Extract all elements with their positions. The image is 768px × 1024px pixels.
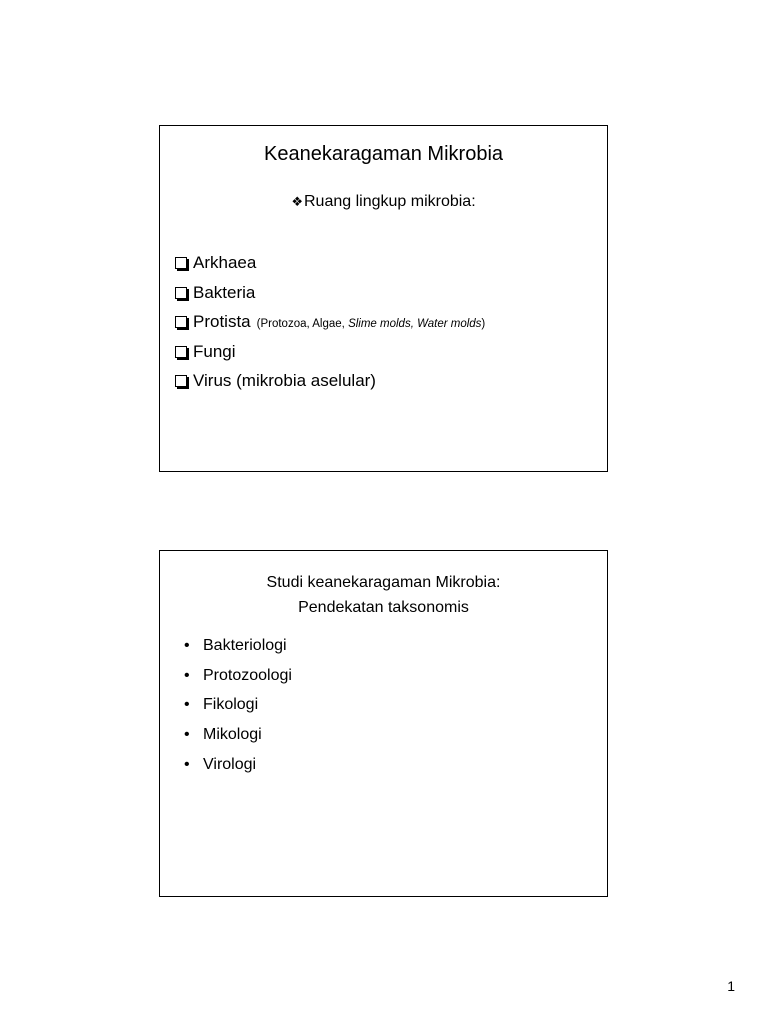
checkbox-square-icon [175, 257, 187, 269]
list-item-label: Bakteriologi [203, 637, 287, 654]
list-item [175, 310, 485, 340]
checkbox-square-icon [175, 375, 187, 387]
bullet-dot-icon: • [184, 666, 190, 684]
list-item [184, 694, 292, 724]
list-item-label: Protozoologi [203, 666, 292, 684]
slide-1-subtitle [160, 192, 607, 212]
list-item-label: Bakteria [193, 282, 256, 302]
list-item-label: Fungi [193, 341, 236, 361]
slide-2-title-line-2: Pendekatan taksonomis [298, 599, 469, 616]
note-close: ) [481, 318, 486, 330]
page-number: 1 [727, 978, 735, 994]
slide-1 [159, 125, 608, 472]
slide-2 [159, 550, 608, 897]
bullet-dot-icon: • [184, 755, 190, 773]
list-item-label: Arkhaea [193, 253, 257, 272]
list-item [184, 724, 292, 754]
list-item-label: Protista [193, 312, 251, 331]
protista-note [257, 318, 486, 330]
list-item-label: Virus (mikrobia aselular) [193, 371, 376, 390]
list-item [175, 281, 485, 311]
list-item-label: Virologi [203, 755, 257, 773]
taxonomy-bullet-list [184, 635, 292, 783]
checkbox-square-icon [175, 316, 187, 328]
checkbox-square-icon [175, 346, 187, 358]
bullet-dot-icon: • [184, 726, 190, 744]
checkbox-square-icon [175, 287, 187, 299]
slide-1-title: Keanekaragaman Mikrobia [263, 143, 504, 165]
bullet-dot-icon: • [184, 696, 190, 714]
list-item [184, 754, 292, 784]
note-italic-text: Slime molds, Water molds [348, 318, 482, 330]
list-item [175, 340, 485, 370]
slide-2-title [160, 570, 607, 620]
scope-checklist [175, 251, 485, 399]
slide-1-subtitle-text: Ruang lingkup mikrobia: [304, 193, 476, 210]
list-item [184, 665, 292, 695]
list-item [175, 251, 485, 281]
list-item [184, 635, 292, 665]
note-text: (Protozoa, Algae, [256, 318, 349, 330]
slide-2-title-line-1: Studi keanekaragaman Mikrobia: [266, 574, 501, 591]
diamond-bullet-icon: ❖ [291, 194, 303, 209]
bullet-dot-icon: • [184, 637, 190, 654]
list-item [175, 369, 485, 399]
list-item-label: Fikologi [203, 696, 259, 714]
list-item-label: Mikologi [203, 726, 262, 744]
